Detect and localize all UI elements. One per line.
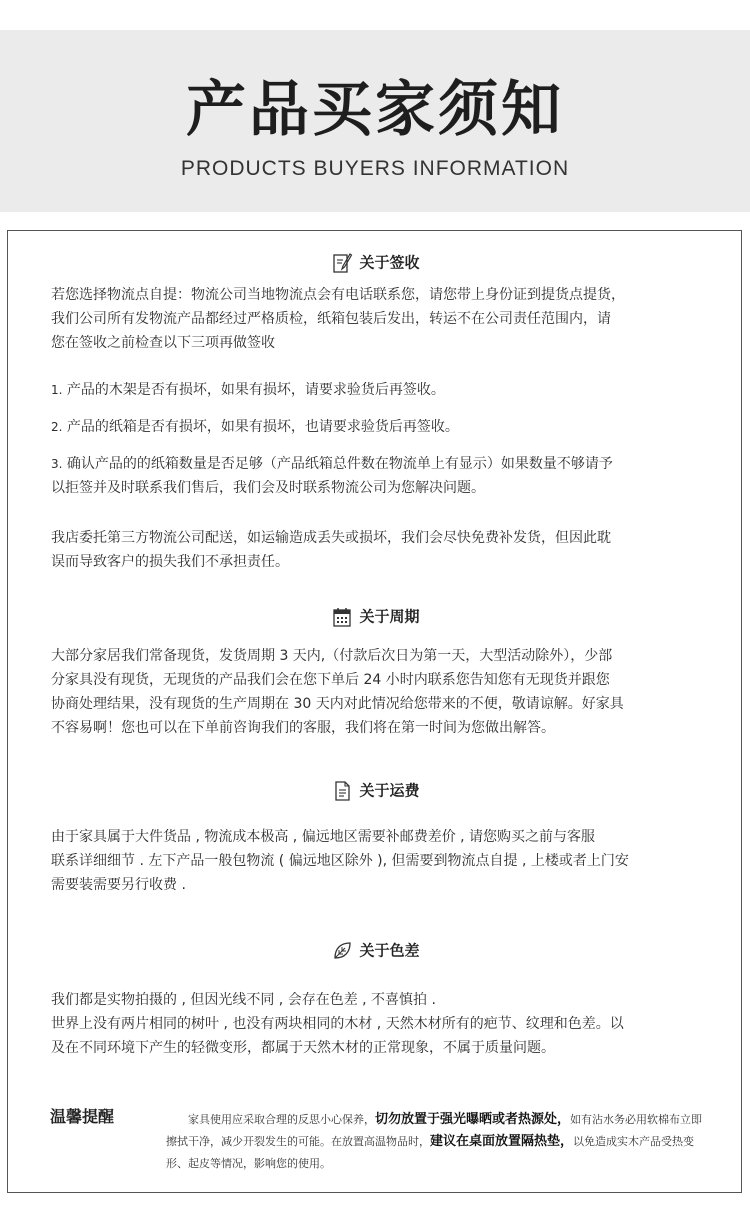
list-number: 1. [51, 383, 63, 397]
calendar-icon [331, 606, 353, 628]
section-title-cycle [8, 605, 743, 628]
reminder-part-3: 以免造成实木产品受热变形、起皮等情况，影响您的使用。 [166, 1135, 695, 1170]
list-number: 2. [51, 420, 63, 434]
list-number: 3. [51, 457, 63, 471]
signing-item-2 [51, 415, 711, 439]
section-title-shipping [8, 779, 743, 802]
info-box [7, 230, 742, 1193]
list-item-text: 确认产品的的纸箱数量是否足够（产品纸箱总件数在物流单上有显示）如果数量不够请予 以拒签并及时联系我们售后，我们会及时联系物流公司为您解决问题。 [51, 456, 613, 496]
section-title-text: 关于运费 [359, 781, 420, 800]
page-title: 产品买家须知 [186, 75, 564, 145]
cycle-text: 大部分家居我们常备现货，发货周期 3 天内,（付款后次日为第一天，大型活动除外），少部 分家具没有现货，无现货的产品我们会在您下单后 24 小时内联系您告知您有无现货并跟您 协商处理结果，没有现货的生产周期在 30 天内对此情况给您带来的不便，敬请谅解。好家具 不容易啊！您也可以在下单前咨询我们的客服，我们将在第一时间为您做出解答。 [51, 648, 624, 736]
list-item-text: 产品的木架是否有损坏，如果有损坏，请要求验货后再签收。 [62, 382, 445, 398]
reminder-label: 温馨提醒 [50, 1107, 115, 1126]
reminder-part-2: 如有沾水务必用软棉布立即擦拭干净，减少开裂发生的可能。在放置高温物品时， [166, 1113, 703, 1148]
section-title-signing [8, 251, 743, 274]
signing-item-3 [51, 452, 711, 500]
reminder-text [166, 1109, 711, 1175]
reminder-part-1: 家具使用应采取合理的反思小心保养， [188, 1113, 375, 1126]
shipping-text: 由于家具属于大件货品 , 物流成本极高 , 偏远地区需要补邮费差价 , 请您购买之前与客服 联系详细细节 . 左下产品一般包物流 ( 偏远地区除外 ), 但需要到物流点自提 , 上楼或者上门安 需要装需要另行收费 . [51, 829, 629, 893]
pen-document-icon [331, 252, 353, 274]
reminder-bold-1: 切勿放置于强光曝晒或者热源处， [375, 1112, 571, 1127]
signing-item-1 [51, 378, 711, 402]
signing-note: 我店委托第三方物流公司配送，如运输造成丢失或损坏，我们会尽快免费补发货，但因此耽 误而导致客户的损失我们不承担责任。 [51, 530, 611, 570]
list-item-text: 产品的纸箱是否有损坏，如果有损坏，也请要求验货后再签收。 [62, 419, 459, 435]
receipt-icon [331, 780, 353, 802]
color-text: 我们都是实物拍摄的 , 但因光线不同 , 会存在色差 , 不喜慎拍 . 世界上没有两片相同的树叶 , 也没有两块相同的木材 , 天然木材所有的疤节、纹理和色差。以 及在不同环境下产生的轻微变形，都属于天然木材的正常现象，不属于质量问题。 [51, 992, 624, 1056]
reminder-bold-2: 建议在桌面放置隔热垫， [430, 1134, 574, 1149]
section-title-text: 关于签收 [359, 253, 420, 272]
section-title-text: 关于周期 [359, 607, 420, 626]
signing-intro: 若您选择物流点自提：物流公司当地物流点会有电话联系您，请您带上身份证到提货点提货， 我们公司所有发物流产品都经过严格质检，纸箱包装后发出，转运不在公司责任范围内，请 您在签收之前检查以下三项再做签收 [51, 287, 625, 351]
page-subtitle: PRODUCTS BUYERS INFORMATION [180, 157, 570, 180]
leaf-icon [331, 940, 353, 962]
section-title-color [8, 939, 743, 962]
section-title-text: 关于色差 [359, 941, 420, 960]
header-banner [0, 30, 750, 212]
